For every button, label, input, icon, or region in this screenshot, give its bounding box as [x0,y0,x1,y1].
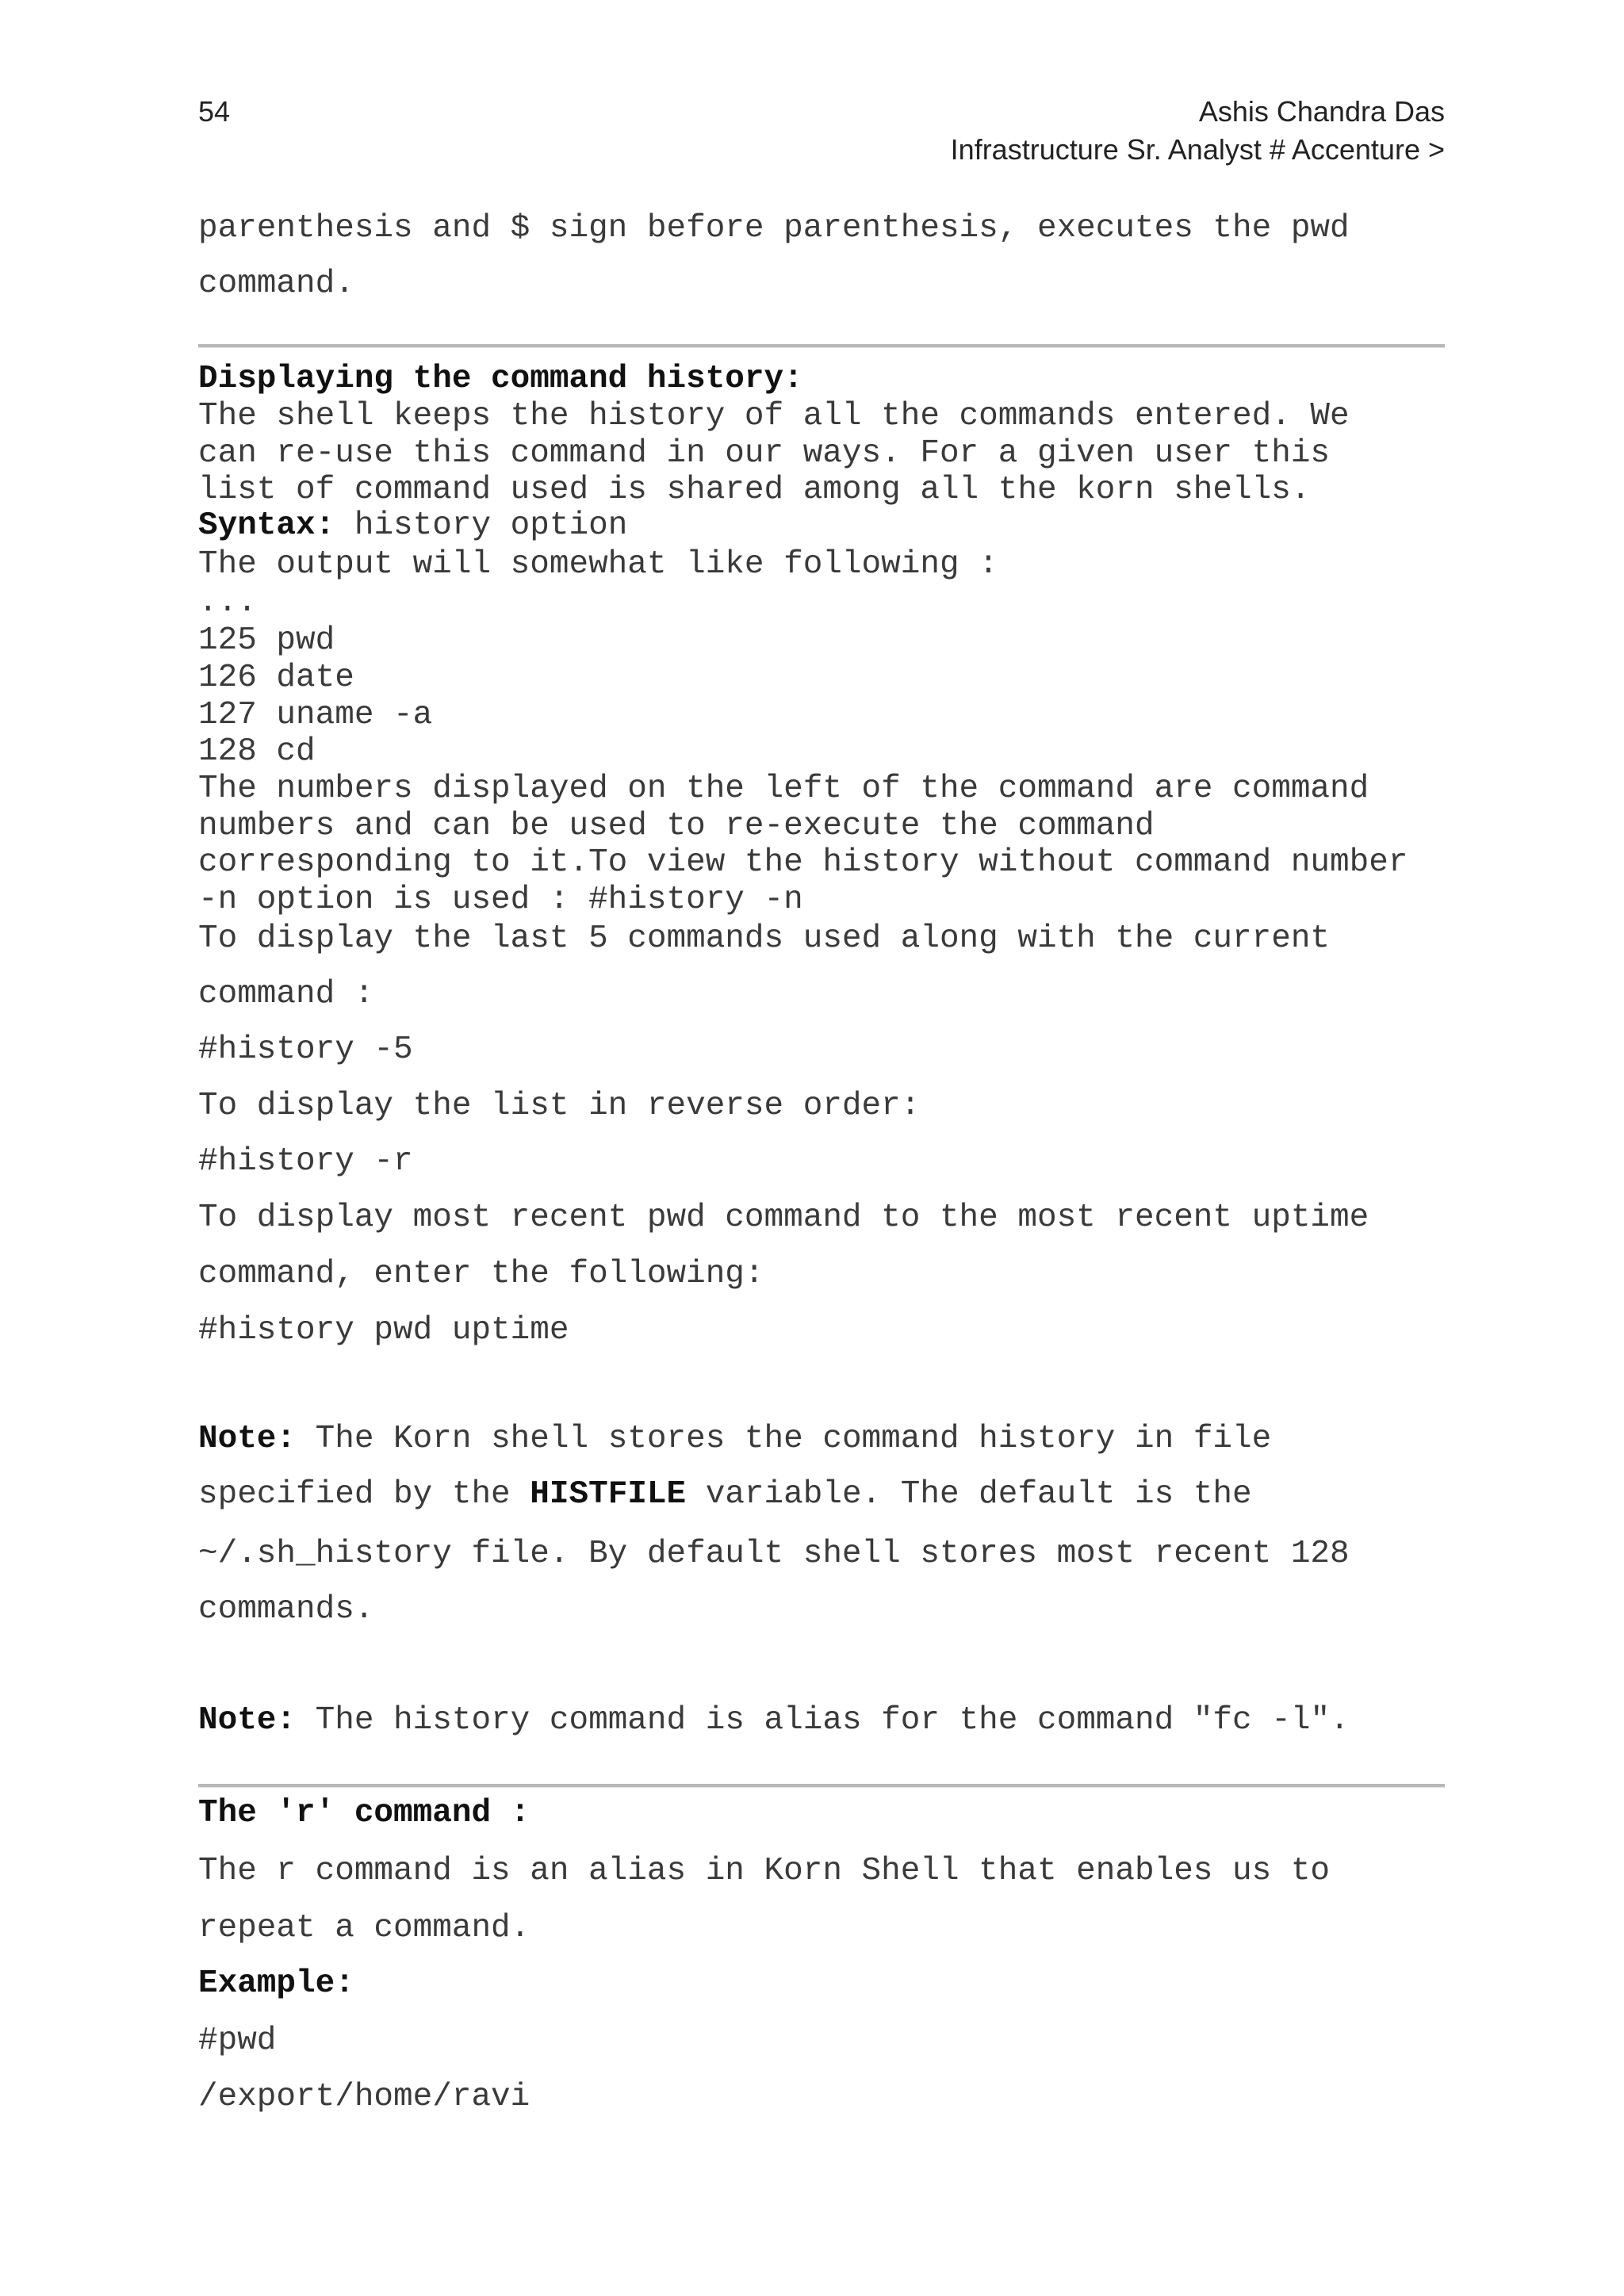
note-1-line-1 [198,1423,1271,1456]
history-syntax [198,507,628,544]
section-divider-2 [198,1784,1445,1788]
history-desc-3: list of command used is shared among all the korn shells. [198,472,1311,508]
r-desc-1: The r command is an alias in Korn Shell that enables us to [198,1853,1331,1889]
history-ellipsis: ... [198,584,257,621]
history-explain-4: -n option is used : #history -n [198,882,803,918]
example-label: Example: [198,1965,354,2002]
history-range-cmd: #history pwd uptime [198,1312,569,1349]
history-entry: 126 date [198,660,354,696]
syntax-value: history option [335,507,628,544]
history-reverse-cmd: #history -r [198,1143,413,1180]
syntax-label: Syntax: [198,507,335,544]
history-last5-1: To display the last 5 commands used along with the current [198,920,1331,957]
history-entry: 128 cd [198,733,316,770]
history-desc-1: The shell keeps the history of all the commands entered. We [198,398,1350,434]
history-entry: 127 uname -a [198,697,433,733]
history-explain-3: corresponding to it.To view the history without command number [198,844,1408,881]
histfile-keyword: HISTFILE [530,1476,687,1513]
note-2-text: The history command is alias for the command "fc -l". [296,1702,1350,1739]
history-output-intro: The output will somewhat like following : [198,546,998,583]
note-1-line-4: commands. [198,1591,374,1628]
author-affiliation: Infrastructure Sr. Analyst # Accenture > [950,133,1445,166]
history-explain-1: The numbers displayed on the left of the command are command [198,771,1369,807]
history-last5-2: command : [198,976,374,1012]
history-heading: Displaying the command history: [198,361,803,397]
history-desc-2: can re-use this command in our ways. For a given user this [198,435,1331,472]
history-reverse: To display the list in reverse order: [198,1088,921,1124]
author-name: Ashis Chandra Das [1198,95,1445,128]
example-line-2: /export/home/ravi [198,2079,530,2115]
intro-line-1: parenthesis and $ sign before parenthesis, executes the pwd [198,210,1350,247]
history-last5-cmd: #history -5 [198,1031,413,1068]
r-command-heading: The 'r' command : [198,1795,530,1831]
note-1-text-c: variable. The default is the [686,1476,1252,1513]
note-1-line-2 [198,1476,1252,1513]
page-number: 54 [198,95,231,128]
note-1-line-3: ~/.sh_history file. By default shell stores most recent 128 [198,1536,1350,1572]
history-entry: 125 pwd [198,622,335,659]
note-1-text-a: specified by the [198,1476,530,1513]
history-explain-2: numbers and can be used to re-execute the command [198,808,1155,844]
example-line-1: #pwd [198,2022,277,2059]
history-range-2: command, enter the following: [198,1256,764,1292]
note-1-text: The Korn shell stores the command history in file [296,1421,1272,1457]
intro-line-2: command. [198,266,354,302]
r-desc-2: repeat a command. [198,1910,530,1946]
note-2 [198,1702,1350,1739]
note-label: Note: [198,1702,297,1739]
history-range-1: To display most recent pwd command to the most recent uptime [198,1200,1369,1236]
note-label: Note: [198,1421,297,1457]
section-divider-1 [198,344,1445,348]
